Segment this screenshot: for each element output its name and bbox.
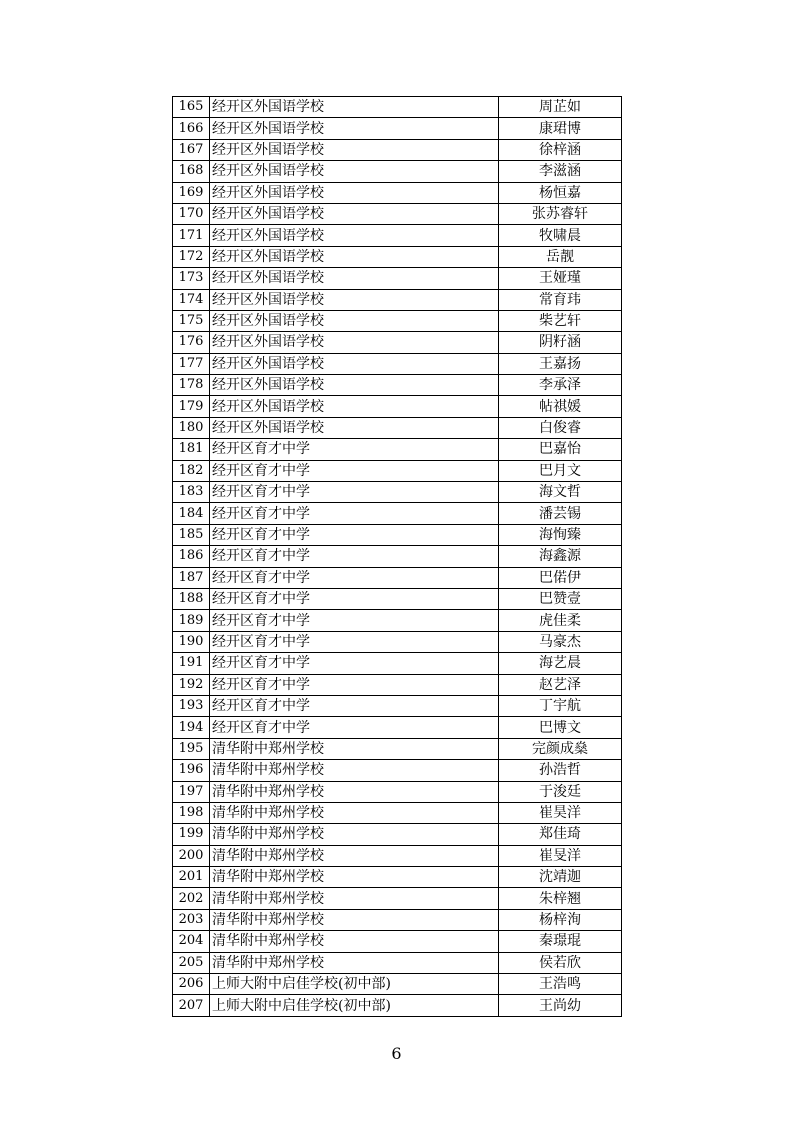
student-name-cell: 海艺晨 bbox=[499, 653, 622, 674]
table-row bbox=[173, 909, 622, 930]
student-name-cell: 秦璟琨 bbox=[499, 931, 622, 952]
table-row bbox=[173, 760, 622, 781]
row-number-cell: 205 bbox=[173, 952, 210, 973]
school-name-cell: 经开区外国语学校 bbox=[210, 332, 499, 353]
row-number-cell: 170 bbox=[173, 203, 210, 224]
student-name-cell: 巴偌伊 bbox=[499, 567, 622, 588]
school-name-cell: 经开区育才中学 bbox=[210, 588, 499, 609]
table-row bbox=[173, 610, 622, 631]
student-name-cell: 柴艺轩 bbox=[499, 310, 622, 331]
row-number-cell: 196 bbox=[173, 760, 210, 781]
school-name-cell: 经开区育才中学 bbox=[210, 460, 499, 481]
student-name-cell: 王嘉扬 bbox=[499, 353, 622, 374]
table-row bbox=[173, 674, 622, 695]
student-name-cell: 阴籽涵 bbox=[499, 332, 622, 353]
row-number-cell: 199 bbox=[173, 824, 210, 845]
student-name-cell: 巴月文 bbox=[499, 460, 622, 481]
row-number-cell: 204 bbox=[173, 931, 210, 952]
table-row bbox=[173, 375, 622, 396]
table-row bbox=[173, 952, 622, 973]
row-number-cell: 207 bbox=[173, 995, 210, 1016]
school-name-cell: 经开区育才中学 bbox=[210, 653, 499, 674]
school-name-cell: 经开区外国语学校 bbox=[210, 161, 499, 182]
student-roster-table bbox=[172, 96, 622, 1017]
school-name-cell: 经开区外国语学校 bbox=[210, 375, 499, 396]
student-name-cell: 侯若欣 bbox=[499, 952, 622, 973]
student-name-cell: 海鑫源 bbox=[499, 546, 622, 567]
row-number-cell: 203 bbox=[173, 909, 210, 930]
student-name-cell: 王娅瑾 bbox=[499, 268, 622, 289]
student-name-cell: 王尚幼 bbox=[499, 995, 622, 1016]
school-name-cell: 经开区育才中学 bbox=[210, 524, 499, 545]
table-row bbox=[173, 845, 622, 866]
row-number-cell: 177 bbox=[173, 353, 210, 374]
school-name-cell: 经开区外国语学校 bbox=[210, 182, 499, 203]
table-row bbox=[173, 653, 622, 674]
row-number-cell: 191 bbox=[173, 653, 210, 674]
row-number-cell: 190 bbox=[173, 631, 210, 652]
row-number-cell: 195 bbox=[173, 738, 210, 759]
school-name-cell: 经开区育才中学 bbox=[210, 567, 499, 588]
row-number-cell: 200 bbox=[173, 845, 210, 866]
student-name-cell: 海文哲 bbox=[499, 482, 622, 503]
table-row bbox=[173, 631, 622, 652]
student-name-cell: 潘芸锡 bbox=[499, 503, 622, 524]
table-row bbox=[173, 567, 622, 588]
student-name-cell: 张苏睿轩 bbox=[499, 203, 622, 224]
table-row bbox=[173, 824, 622, 845]
table-row bbox=[173, 139, 622, 160]
table-row bbox=[173, 310, 622, 331]
student-name-cell: 丁宇航 bbox=[499, 695, 622, 716]
table-row bbox=[173, 460, 622, 481]
student-name-cell: 康珺博 bbox=[499, 118, 622, 139]
table-row bbox=[173, 246, 622, 267]
page-number: 6 bbox=[391, 1044, 402, 1063]
row-number-cell: 171 bbox=[173, 225, 210, 246]
student-name-cell: 牧啸晨 bbox=[499, 225, 622, 246]
student-name-cell: 孙浩哲 bbox=[499, 760, 622, 781]
student-name-cell: 朱梓翘 bbox=[499, 888, 622, 909]
school-name-cell: 清华附中郑州学校 bbox=[210, 952, 499, 973]
school-name-cell: 清华附中郑州学校 bbox=[210, 824, 499, 845]
row-number-cell: 189 bbox=[173, 610, 210, 631]
table-row bbox=[173, 268, 622, 289]
student-name-cell: 巴赞壹 bbox=[499, 588, 622, 609]
row-number-cell: 181 bbox=[173, 439, 210, 460]
student-name-cell: 巴博文 bbox=[499, 717, 622, 738]
table-row bbox=[173, 353, 622, 374]
row-number-cell: 183 bbox=[173, 482, 210, 503]
student-name-cell: 崔旻洋 bbox=[499, 845, 622, 866]
school-name-cell: 清华附中郑州学校 bbox=[210, 760, 499, 781]
school-name-cell: 经开区外国语学校 bbox=[210, 118, 499, 139]
row-number-cell: 194 bbox=[173, 717, 210, 738]
row-number-cell: 175 bbox=[173, 310, 210, 331]
table-row bbox=[173, 161, 622, 182]
table-row bbox=[173, 482, 622, 503]
student-name-cell: 于浚廷 bbox=[499, 781, 622, 802]
school-name-cell: 上师大附中启佳学校(初中部) bbox=[210, 974, 499, 995]
row-number-cell: 172 bbox=[173, 246, 210, 267]
row-number-cell: 186 bbox=[173, 546, 210, 567]
student-name-cell: 郑佳琦 bbox=[499, 824, 622, 845]
school-name-cell: 清华附中郑州学校 bbox=[210, 738, 499, 759]
student-name-cell: 崔昊洋 bbox=[499, 802, 622, 823]
school-name-cell: 经开区外国语学校 bbox=[210, 246, 499, 267]
student-name-cell: 帖祺媛 bbox=[499, 396, 622, 417]
school-name-cell: 清华附中郑州学校 bbox=[210, 845, 499, 866]
student-name-cell: 赵艺泽 bbox=[499, 674, 622, 695]
table-row bbox=[173, 931, 622, 952]
school-name-cell: 经开区外国语学校 bbox=[210, 139, 499, 160]
student-name-cell: 海恂臻 bbox=[499, 524, 622, 545]
school-name-cell: 清华附中郑州学校 bbox=[210, 888, 499, 909]
table-row bbox=[173, 802, 622, 823]
row-number-cell: 178 bbox=[173, 375, 210, 396]
row-number-cell: 180 bbox=[173, 417, 210, 438]
student-name-cell: 杨恒嘉 bbox=[499, 182, 622, 203]
table-row bbox=[173, 588, 622, 609]
student-name-cell: 常育玮 bbox=[499, 289, 622, 310]
student-name-cell: 王浩鸣 bbox=[499, 974, 622, 995]
table-row bbox=[173, 439, 622, 460]
school-name-cell: 清华附中郑州学校 bbox=[210, 867, 499, 888]
student-name-cell: 完颜成燊 bbox=[499, 738, 622, 759]
school-name-cell: 经开区外国语学校 bbox=[210, 225, 499, 246]
school-name-cell: 清华附中郑州学校 bbox=[210, 931, 499, 952]
school-name-cell: 清华附中郑州学校 bbox=[210, 781, 499, 802]
table-row bbox=[173, 225, 622, 246]
row-number-cell: 165 bbox=[173, 97, 210, 118]
table-row bbox=[173, 524, 622, 545]
table-row bbox=[173, 995, 622, 1016]
row-number-cell: 184 bbox=[173, 503, 210, 524]
school-name-cell: 经开区育才中学 bbox=[210, 674, 499, 695]
student-name-cell: 周芷如 bbox=[499, 97, 622, 118]
school-name-cell: 上师大附中启佳学校(初中部) bbox=[210, 995, 499, 1016]
table-row bbox=[173, 97, 622, 118]
row-number-cell: 198 bbox=[173, 802, 210, 823]
row-number-cell: 193 bbox=[173, 695, 210, 716]
table-row bbox=[173, 182, 622, 203]
school-name-cell: 经开区外国语学校 bbox=[210, 289, 499, 310]
student-name-cell: 白俊睿 bbox=[499, 417, 622, 438]
table-row bbox=[173, 974, 622, 995]
table-row bbox=[173, 396, 622, 417]
school-name-cell: 经开区外国语学校 bbox=[210, 396, 499, 417]
school-name-cell: 经开区外国语学校 bbox=[210, 310, 499, 331]
school-name-cell: 经开区育才中学 bbox=[210, 695, 499, 716]
row-number-cell: 185 bbox=[173, 524, 210, 545]
table-row bbox=[173, 417, 622, 438]
table-row bbox=[173, 332, 622, 353]
table-row bbox=[173, 695, 622, 716]
table-row bbox=[173, 203, 622, 224]
row-number-cell: 206 bbox=[173, 974, 210, 995]
school-name-cell: 经开区外国语学校 bbox=[210, 268, 499, 289]
school-name-cell: 经开区育才中学 bbox=[210, 610, 499, 631]
school-name-cell: 经开区外国语学校 bbox=[210, 203, 499, 224]
school-name-cell: 经开区外国语学校 bbox=[210, 97, 499, 118]
student-name-cell: 巴嘉怡 bbox=[499, 439, 622, 460]
school-name-cell: 经开区育才中学 bbox=[210, 439, 499, 460]
table-row bbox=[173, 888, 622, 909]
student-name-cell: 沈靖迦 bbox=[499, 867, 622, 888]
school-name-cell: 清华附中郑州学校 bbox=[210, 909, 499, 930]
school-name-cell: 经开区育才中学 bbox=[210, 503, 499, 524]
student-name-cell: 岳靓 bbox=[499, 246, 622, 267]
row-number-cell: 167 bbox=[173, 139, 210, 160]
row-number-cell: 187 bbox=[173, 567, 210, 588]
row-number-cell: 168 bbox=[173, 161, 210, 182]
row-number-cell: 202 bbox=[173, 888, 210, 909]
row-number-cell: 173 bbox=[173, 268, 210, 289]
school-name-cell: 经开区外国语学校 bbox=[210, 417, 499, 438]
roster-body bbox=[173, 97, 622, 1017]
student-name-cell: 李滋涵 bbox=[499, 161, 622, 182]
table-row bbox=[173, 738, 622, 759]
school-name-cell: 经开区育才中学 bbox=[210, 546, 499, 567]
row-number-cell: 174 bbox=[173, 289, 210, 310]
student-name-cell: 李承泽 bbox=[499, 375, 622, 396]
table-row bbox=[173, 289, 622, 310]
row-number-cell: 192 bbox=[173, 674, 210, 695]
row-number-cell: 197 bbox=[173, 781, 210, 802]
student-name-cell: 徐梓涵 bbox=[499, 139, 622, 160]
row-number-cell: 166 bbox=[173, 118, 210, 139]
school-name-cell: 经开区育才中学 bbox=[210, 717, 499, 738]
table-row bbox=[173, 503, 622, 524]
school-name-cell: 经开区育才中学 bbox=[210, 631, 499, 652]
row-number-cell: 176 bbox=[173, 332, 210, 353]
table-row bbox=[173, 781, 622, 802]
student-name-cell: 虎佳柔 bbox=[499, 610, 622, 631]
school-name-cell: 经开区外国语学校 bbox=[210, 353, 499, 374]
student-name-cell: 马豪杰 bbox=[499, 631, 622, 652]
student-name-cell: 杨梓洵 bbox=[499, 909, 622, 930]
school-name-cell: 经开区育才中学 bbox=[210, 482, 499, 503]
row-number-cell: 179 bbox=[173, 396, 210, 417]
row-number-cell: 169 bbox=[173, 182, 210, 203]
table-row bbox=[173, 717, 622, 738]
row-number-cell: 182 bbox=[173, 460, 210, 481]
table-row bbox=[173, 867, 622, 888]
row-number-cell: 188 bbox=[173, 588, 210, 609]
table-row bbox=[173, 118, 622, 139]
table-row bbox=[173, 546, 622, 567]
row-number-cell: 201 bbox=[173, 867, 210, 888]
school-name-cell: 清华附中郑州学校 bbox=[210, 802, 499, 823]
